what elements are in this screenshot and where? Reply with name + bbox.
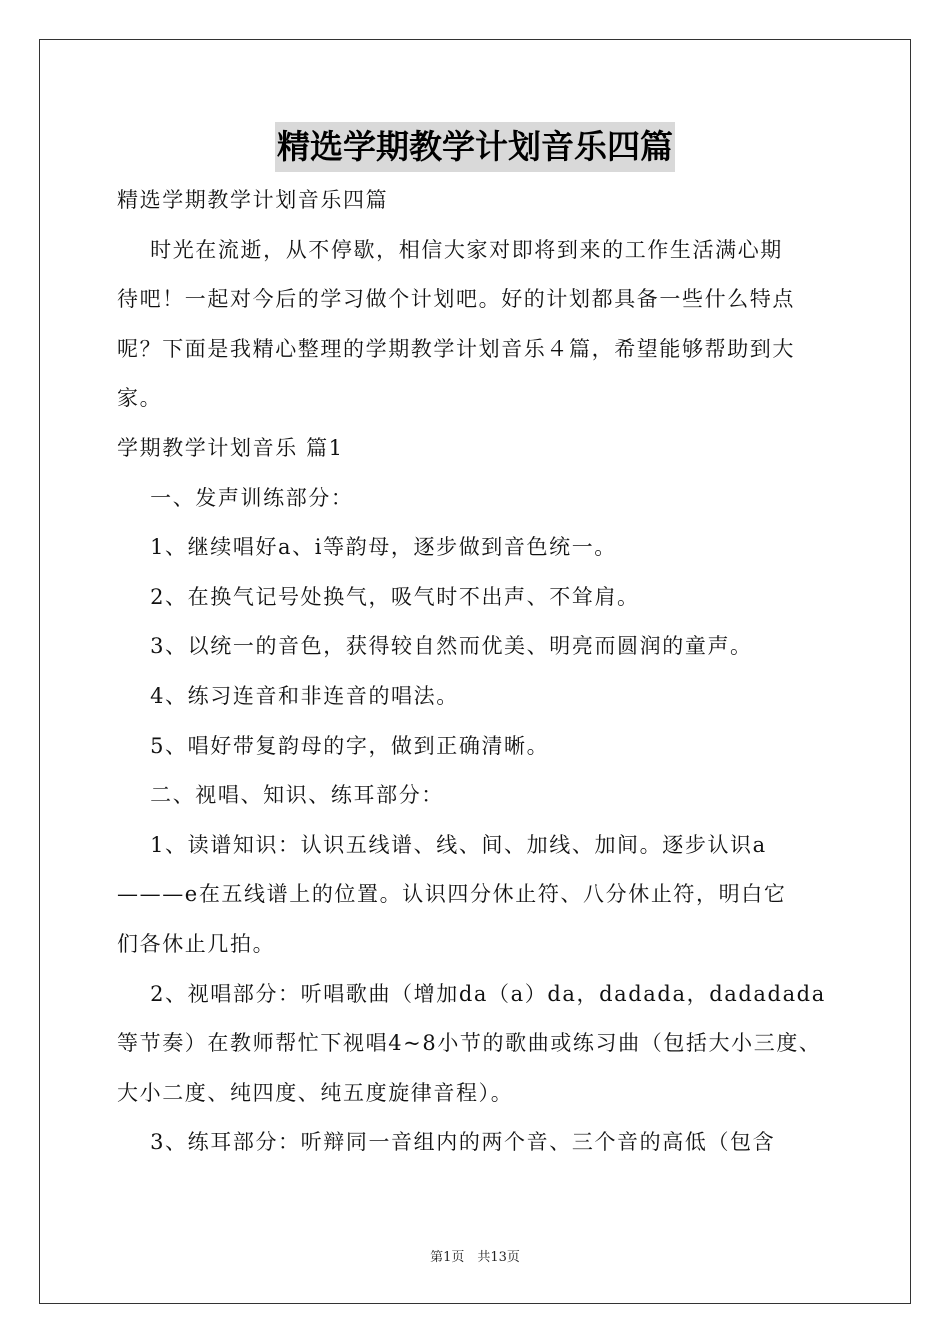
text-line: 2、在换气记号处换气，吸气时不出声、不耸肩。 — [117, 584, 640, 609]
text-line: 4、练习连音和非连音的唱法。 — [117, 683, 459, 708]
text-line: 等节奏）在教师帮忙下视唱4~8小节的歌曲或练习曲（包括大小三度、 — [117, 1031, 822, 1056]
text-line: 大小二度、纯四度、纯五度旋律音程）。 — [117, 1080, 514, 1105]
text-line: 3、以统一的音色，获得较自然而优美、明亮而圆润的童声。 — [117, 634, 753, 659]
text-line: 精选学期教学计划音乐四篇 — [117, 188, 389, 212]
text-line: 3、练耳部分：听辩同一音组内的两个音、三个音的高低（包含 — [117, 1130, 776, 1155]
text-line: 1、读谱知识：认识五线谱、线、间、加线、加间。逐步认识a — [117, 832, 767, 857]
title-container — [0, 122, 950, 172]
document-body — [117, 176, 837, 1168]
text-line: 5、唱好带复韵母的字，做到正确清晰。 — [117, 733, 550, 758]
text-line: 2、视唱部分：听唱歌曲（增加da（a）da，dadada，dadadada — [117, 981, 826, 1006]
document-title: 精选学期教学计划音乐四篇 — [275, 122, 675, 172]
text-line: ———e在五线谱上的位置。认识四分休止符、八分休止符，明白它 — [117, 882, 787, 907]
text-line: 呢？下面是我精心整理的学期教学计划音乐４篇，希望能够帮助到大 — [117, 336, 795, 361]
text-line: 1、继续唱好a、i等韵母，逐步做到音色统一。 — [117, 535, 617, 560]
text-line: 时光在流逝，从不停歇，相信大家对即将到来的工作生活满心期 — [117, 237, 783, 262]
text-line: 家。 — [117, 386, 163, 411]
text-line: 二、视唱、知识、练耳部分： — [117, 783, 444, 808]
text-line: 待吧！一起对今后的学习做个计划吧。好的计划都具备一些什么特点 — [117, 287, 795, 312]
text-line: 们各休止几拍。 — [117, 931, 276, 956]
text-line: 一、发声训练部分： — [117, 485, 354, 510]
section-heading: 学期教学计划音乐 篇1 — [117, 435, 344, 460]
page-footer: 第1页 共13页 — [430, 1250, 520, 1265]
